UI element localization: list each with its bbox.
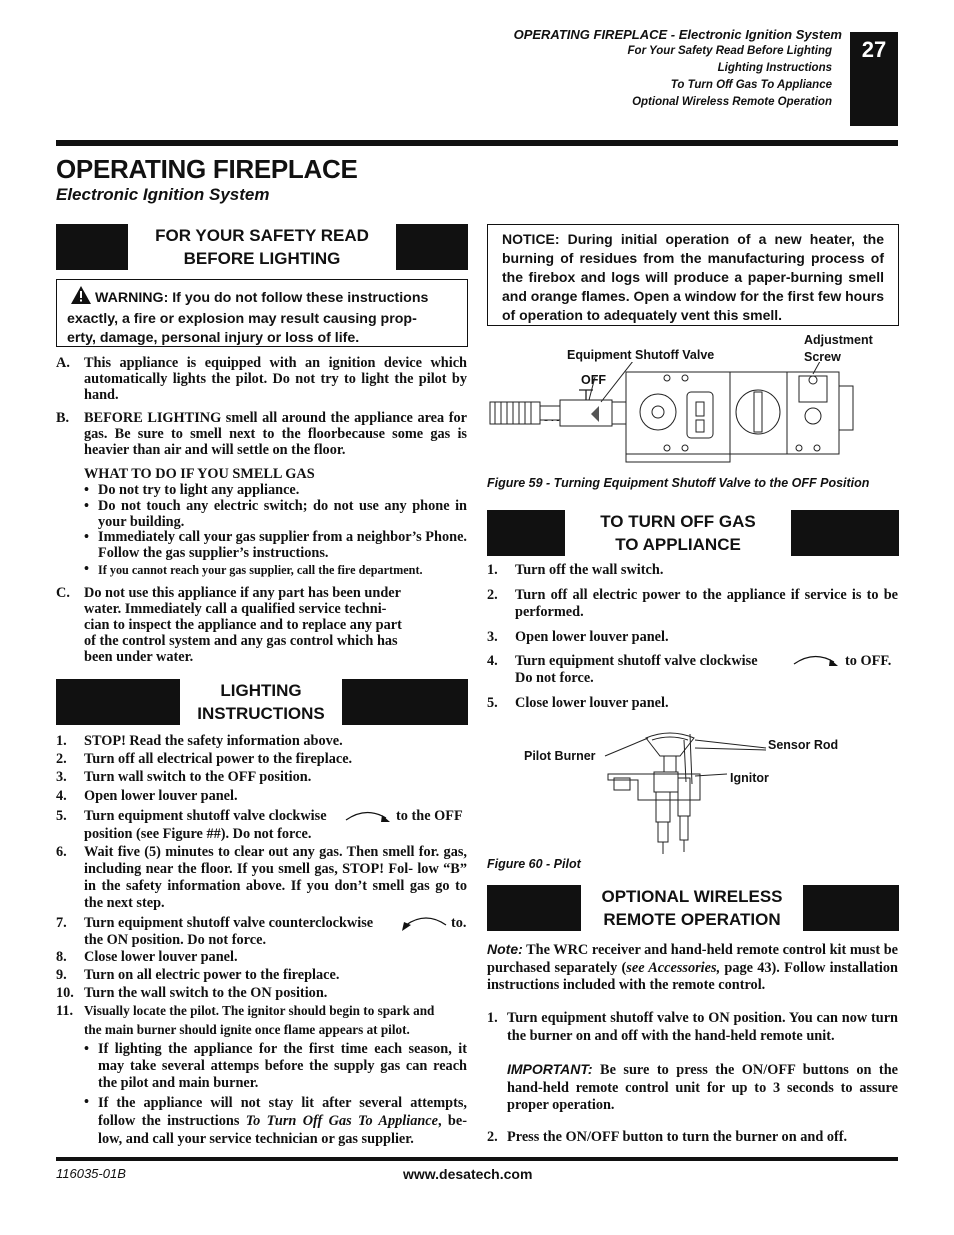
bullet-item: Do not try to light any appliance. (98, 482, 300, 498)
counterclockwise-arrow-icon (400, 913, 448, 938)
step-number: 4. (487, 653, 498, 669)
bullet-dot: • (84, 1094, 90, 1110)
header-bar (803, 885, 899, 931)
step-number: 3. (487, 629, 498, 645)
header-bar (487, 510, 565, 556)
list-item: 10. Turn the wall switch to the ON position. (56, 985, 328, 1001)
bullet-dot: • (84, 1041, 90, 1057)
header-rule (56, 140, 898, 146)
running-header-sub: For Your Safety Read Before Lighting (627, 45, 832, 57)
figure-label-adjustment: Screw (804, 350, 841, 364)
lighting-steps-8-10 (56, 949, 468, 1003)
text-line: Do not use this appliance if any part has been under (84, 585, 401, 601)
bullet-dot: • (84, 529, 90, 545)
safety-item-b: BEFORE LIGHTING smell all around the appliance area for gas. Be sure to smell next to the floorbecause some gas is heavier than air and will settle on the floor. (84, 410, 467, 458)
bullet-item: If the appliance will not stay lit after several attempts, follow the instructions To Turn Off Gas To Appliance, be- low, and call your service technician or gas supplier. (98, 1095, 467, 1147)
step-text: Wait five (5) minutes to clear out any gas. Then smell for. gas, including near the floor. If you smell gas, STOP! Fol- low “B” in the safety information above. If you don’t smell gas go to the next step. (84, 844, 467, 911)
heading-line: LIGHTING (220, 681, 302, 700)
header-bar (396, 224, 468, 270)
section-header-remote (487, 885, 899, 931)
step-number: 1. (487, 562, 498, 578)
pilot-illustration (600, 726, 770, 861)
step-text: Turn equipment shutoff valve clockwise (515, 653, 758, 669)
safety-item-a: This appliance is equipped with an ignition device which automatically lights the pilot. Do not try to light the pilot by hand. (84, 355, 467, 403)
header-bar (487, 885, 581, 931)
safety-item-c (84, 585, 429, 665)
heading-line: TO TURN OFF GAS (600, 512, 756, 531)
heading-line: TO APPLIANCE (615, 535, 741, 554)
header-bar (342, 679, 468, 725)
step-text: to. (451, 915, 467, 931)
page-title: OPERATING FIREPLACE (56, 154, 358, 184)
section-header-turnoff (487, 510, 899, 556)
step-text: Press the ON/OFF button to turn the burner on and off. (507, 1129, 848, 1145)
section-heading (565, 510, 791, 556)
step-text: Do not force. (515, 670, 594, 686)
step-text: to the OFF (396, 808, 463, 824)
list-item: 8. Close lower louver panel. (56, 949, 238, 965)
step-number: 2. (487, 587, 498, 603)
section-heading (180, 679, 342, 725)
heading-line: INSTRUCTIONS (197, 704, 325, 723)
smell-heading: WHAT TO DO IF YOU SMELL GAS (84, 466, 315, 482)
header-bar (56, 679, 180, 725)
warning-text: erty, damage, personal injury or loss of life. (67, 330, 360, 346)
figure-label-sensor-rod: Sensor Rod (768, 738, 839, 752)
item-letter: C. (56, 585, 70, 601)
step-text: the ON position. Do not force. (84, 932, 267, 948)
list-item: 9. Turn on all electric power to the fireplace. (56, 967, 340, 983)
heading-line: REMOTE OPERATION (603, 910, 781, 929)
step-text: Turn equipment shutoff valve to ON position. You can now turn the burner on and off with the hand-held remote unit. (507, 1010, 898, 1044)
step-text: Turn equipment shutoff valve counterclockwise (84, 915, 374, 931)
notice-box: NOTICE: During initial operation of a new heater, the burning of residues from the manufacturing process of the firebox and logs will produce a paper-burning smell and orange flames. Open a window for the first few hours of operation to adequately vent this smell. (487, 224, 899, 326)
step-number: 1. (487, 1010, 498, 1026)
clockwise-arrow-icon (344, 808, 392, 831)
running-header-sub: Optional Wireless Remote Operation (632, 96, 832, 108)
item-letter: A. (56, 355, 70, 371)
figure-label-valve: Equipment Shutoff Valve (567, 348, 715, 362)
bullet-item: If lighting the appliance for the first time each season, it may take several attemps before the supply gas can reach the pilot and main burner. (98, 1041, 467, 1091)
list-item: 4. Open lower louver panel. (56, 788, 238, 804)
section-heading (128, 224, 396, 270)
step-text: Close lower louver panel. (515, 695, 669, 711)
bullet-item: If you cannot reach your gas supplier, call the fire department. (98, 563, 423, 577)
clockwise-arrow-icon (792, 652, 840, 675)
list-item: 2. Turn off all electrical power to the fireplace. (56, 751, 353, 767)
warning-text: exactly, a fire or explosion may result causing prop- (67, 311, 417, 327)
step-text: Visually locate the pilot. The ignitor should begin to spark and (84, 1003, 435, 1018)
bullet-item: Do not touch any electric switch; do not use any phone in your building. (98, 498, 467, 530)
page-number: 27 (850, 32, 898, 126)
bullet-dot: • (84, 561, 90, 577)
figure-label-off: OFF (581, 373, 606, 387)
header-bar (56, 224, 128, 270)
header-bar (791, 510, 899, 556)
warning-triangle-icon (71, 286, 91, 310)
warning-box (56, 279, 468, 347)
gas-valve-illustration (487, 362, 899, 473)
text-line: cian to inspect the appliance and to replace any part (84, 617, 402, 633)
remote-note: Note: The WRC receiver and hand-held remote control kit must be purchased separately (see Accessories, page 43). Follow installation instructions included with the remote control. (487, 941, 898, 993)
step-text: position (see Figure ##). Do not force. (84, 826, 312, 842)
text-line: of the control system and any gas control which has (84, 633, 398, 649)
heading-line: FOR YOUR SAFETY READ (155, 226, 369, 245)
figure-caption: Figure 60 - Pilot (487, 857, 581, 871)
warning-text: If you do not follow these instructions (168, 290, 429, 306)
text-line: been under water. (84, 649, 194, 665)
section-header-lighting (56, 679, 468, 725)
figure-label-pilot-burner: Pilot Burner (524, 749, 596, 763)
warning-label: WARNING: (95, 290, 169, 306)
figure-label-ignitor: Ignitor (730, 771, 769, 785)
bullet-item: Immediately call your gas supplier from a neighbor’s Phone. Follow the gas supplier’s instructions. (98, 529, 467, 561)
part-number: 116035-01B (56, 1166, 126, 1181)
running-header-sub: To Turn Off Gas To Appliance (670, 79, 832, 91)
list-item: 3. Turn wall switch to the OFF position. (56, 769, 312, 785)
heading-line: BEFORE LIGHTING (183, 249, 341, 268)
figure-caption: Figure 59 - Turning Equipment Shutoff Valve to the OFF Position (487, 476, 870, 490)
step-number: 7. (56, 915, 67, 931)
step-text: Turn off all electric power to the appliance if service is to be performed. (515, 587, 898, 620)
running-header-title: OPERATING FIREPLACE - Electronic Ignition System (513, 27, 842, 42)
section-heading (581, 885, 803, 931)
step-text: Turn off the wall switch. (515, 562, 664, 578)
step-text: the main burner should ignite once flame appears at pilot. (84, 1022, 410, 1037)
website-url: www.desatech.com (403, 1166, 533, 1182)
step-number: 5. (56, 808, 67, 824)
step-number: 5. (487, 695, 498, 711)
text-line: water. Immediately call a qualified service techni- (84, 601, 387, 617)
important-note: IMPORTANT: Be sure to press the ON/OFF buttons on the hand-held remote control unit for up to 3 seconds to assure proper operation. (507, 1061, 898, 1113)
step-text: Turn equipment shutoff valve clockwise (84, 808, 327, 824)
step-text: Open lower louver panel. (515, 629, 669, 645)
lighting-steps-1-4 (56, 733, 468, 806)
list-item: 1. STOP! Read the safety information above. (56, 733, 343, 749)
section-header-safety (56, 224, 468, 270)
page-subtitle: Electronic Ignition System (56, 185, 270, 204)
step-text: to OFF. (845, 653, 892, 669)
heading-line: OPTIONAL WIRELESS (601, 887, 783, 906)
step-number: 11. (56, 1003, 74, 1019)
step-number: 6. (56, 844, 67, 860)
item-letter: B. (56, 410, 70, 426)
bullet-dot: • (84, 498, 90, 514)
running-header-sub: Lighting Instructions (717, 62, 832, 74)
step-number: 2. (487, 1129, 498, 1145)
bullet-dot: • (84, 482, 90, 498)
figure-label-adjustment: Adjustment (804, 333, 873, 347)
footer-rule (56, 1157, 898, 1161)
